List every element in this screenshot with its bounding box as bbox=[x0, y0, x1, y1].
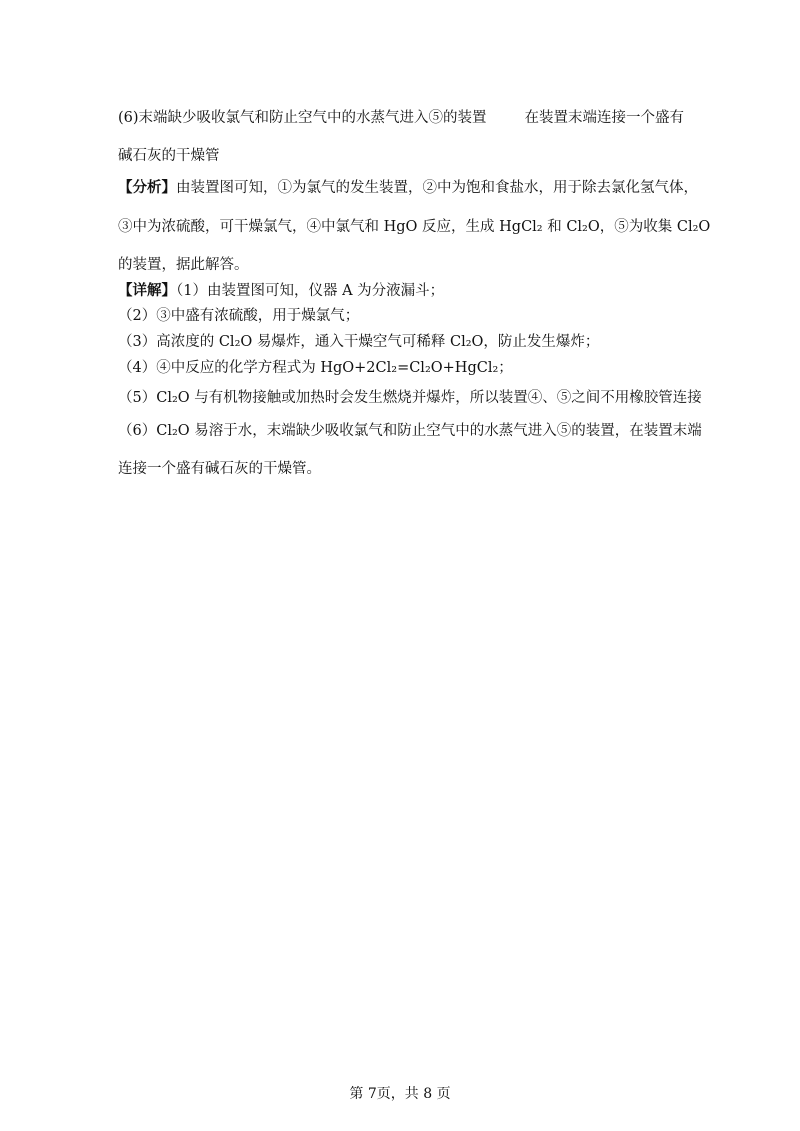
detail-item-7: 连接一个盛有碱石灰的干燥管。 bbox=[118, 461, 321, 477]
answer-line-2: 碱石灰的干燥管 bbox=[118, 148, 220, 164]
answer-line-1 bbox=[118, 108, 684, 128]
analysis-line-1 bbox=[118, 178, 698, 198]
detail-item-6: （6）Cl₂O 易溶于水，末端缺少吸收氯气和防止空气中的水蒸气进入⑤的装置，在装置末端 bbox=[118, 423, 702, 439]
analysis-tag: 【分析】 bbox=[118, 179, 176, 196]
answer-line-1-part-a: (6)末端缺少吸收氯气和防止空气中的水蒸气进入⑤的装置 bbox=[118, 110, 487, 126]
answer-line-1-part-b: 在装置末端连接一个盛有 bbox=[524, 110, 685, 126]
page-number-footer: 第 7页，共 8 页 bbox=[349, 1086, 451, 1102]
analysis-line-2: ③中为浓硫酸，可干燥氯气，④中氯气和 HgO 反应，生成 HgCl₂ 和 Cl₂O，⑤为收集 Cl₂O bbox=[118, 219, 711, 235]
detail-tag: 【详解】 bbox=[118, 282, 176, 299]
detail-line-1 bbox=[118, 281, 444, 301]
detail-item-2: （2）③中盛有浓硫酸，用于燥氯气； bbox=[118, 308, 360, 324]
detail-item-1: （1）由装置图可知，仪器 A 为分液漏斗； bbox=[176, 283, 445, 299]
detail-item-5: （5）Cl₂O 与有机物接触或加热时会发生燃烧并爆炸，所以装置④、⑤之间不用橡胶管连接 bbox=[118, 390, 702, 406]
detail-item-3: （3）高浓度的 Cl₂O 易爆炸，通入干燥空气可稀释 Cl₂O，防止发生爆炸； bbox=[118, 334, 600, 350]
analysis-text-1: 由装置图可知，①为氯气的发生装置，②中为饱和食盐水，用于除去氯化氢气体， bbox=[176, 180, 698, 196]
analysis-line-3: 的装置，据此解答。 bbox=[118, 257, 249, 273]
detail-item-4: （4）④中反应的化学方程式为 HgO+2Cl₂=Cl₂O+HgCl₂； bbox=[118, 360, 513, 376]
